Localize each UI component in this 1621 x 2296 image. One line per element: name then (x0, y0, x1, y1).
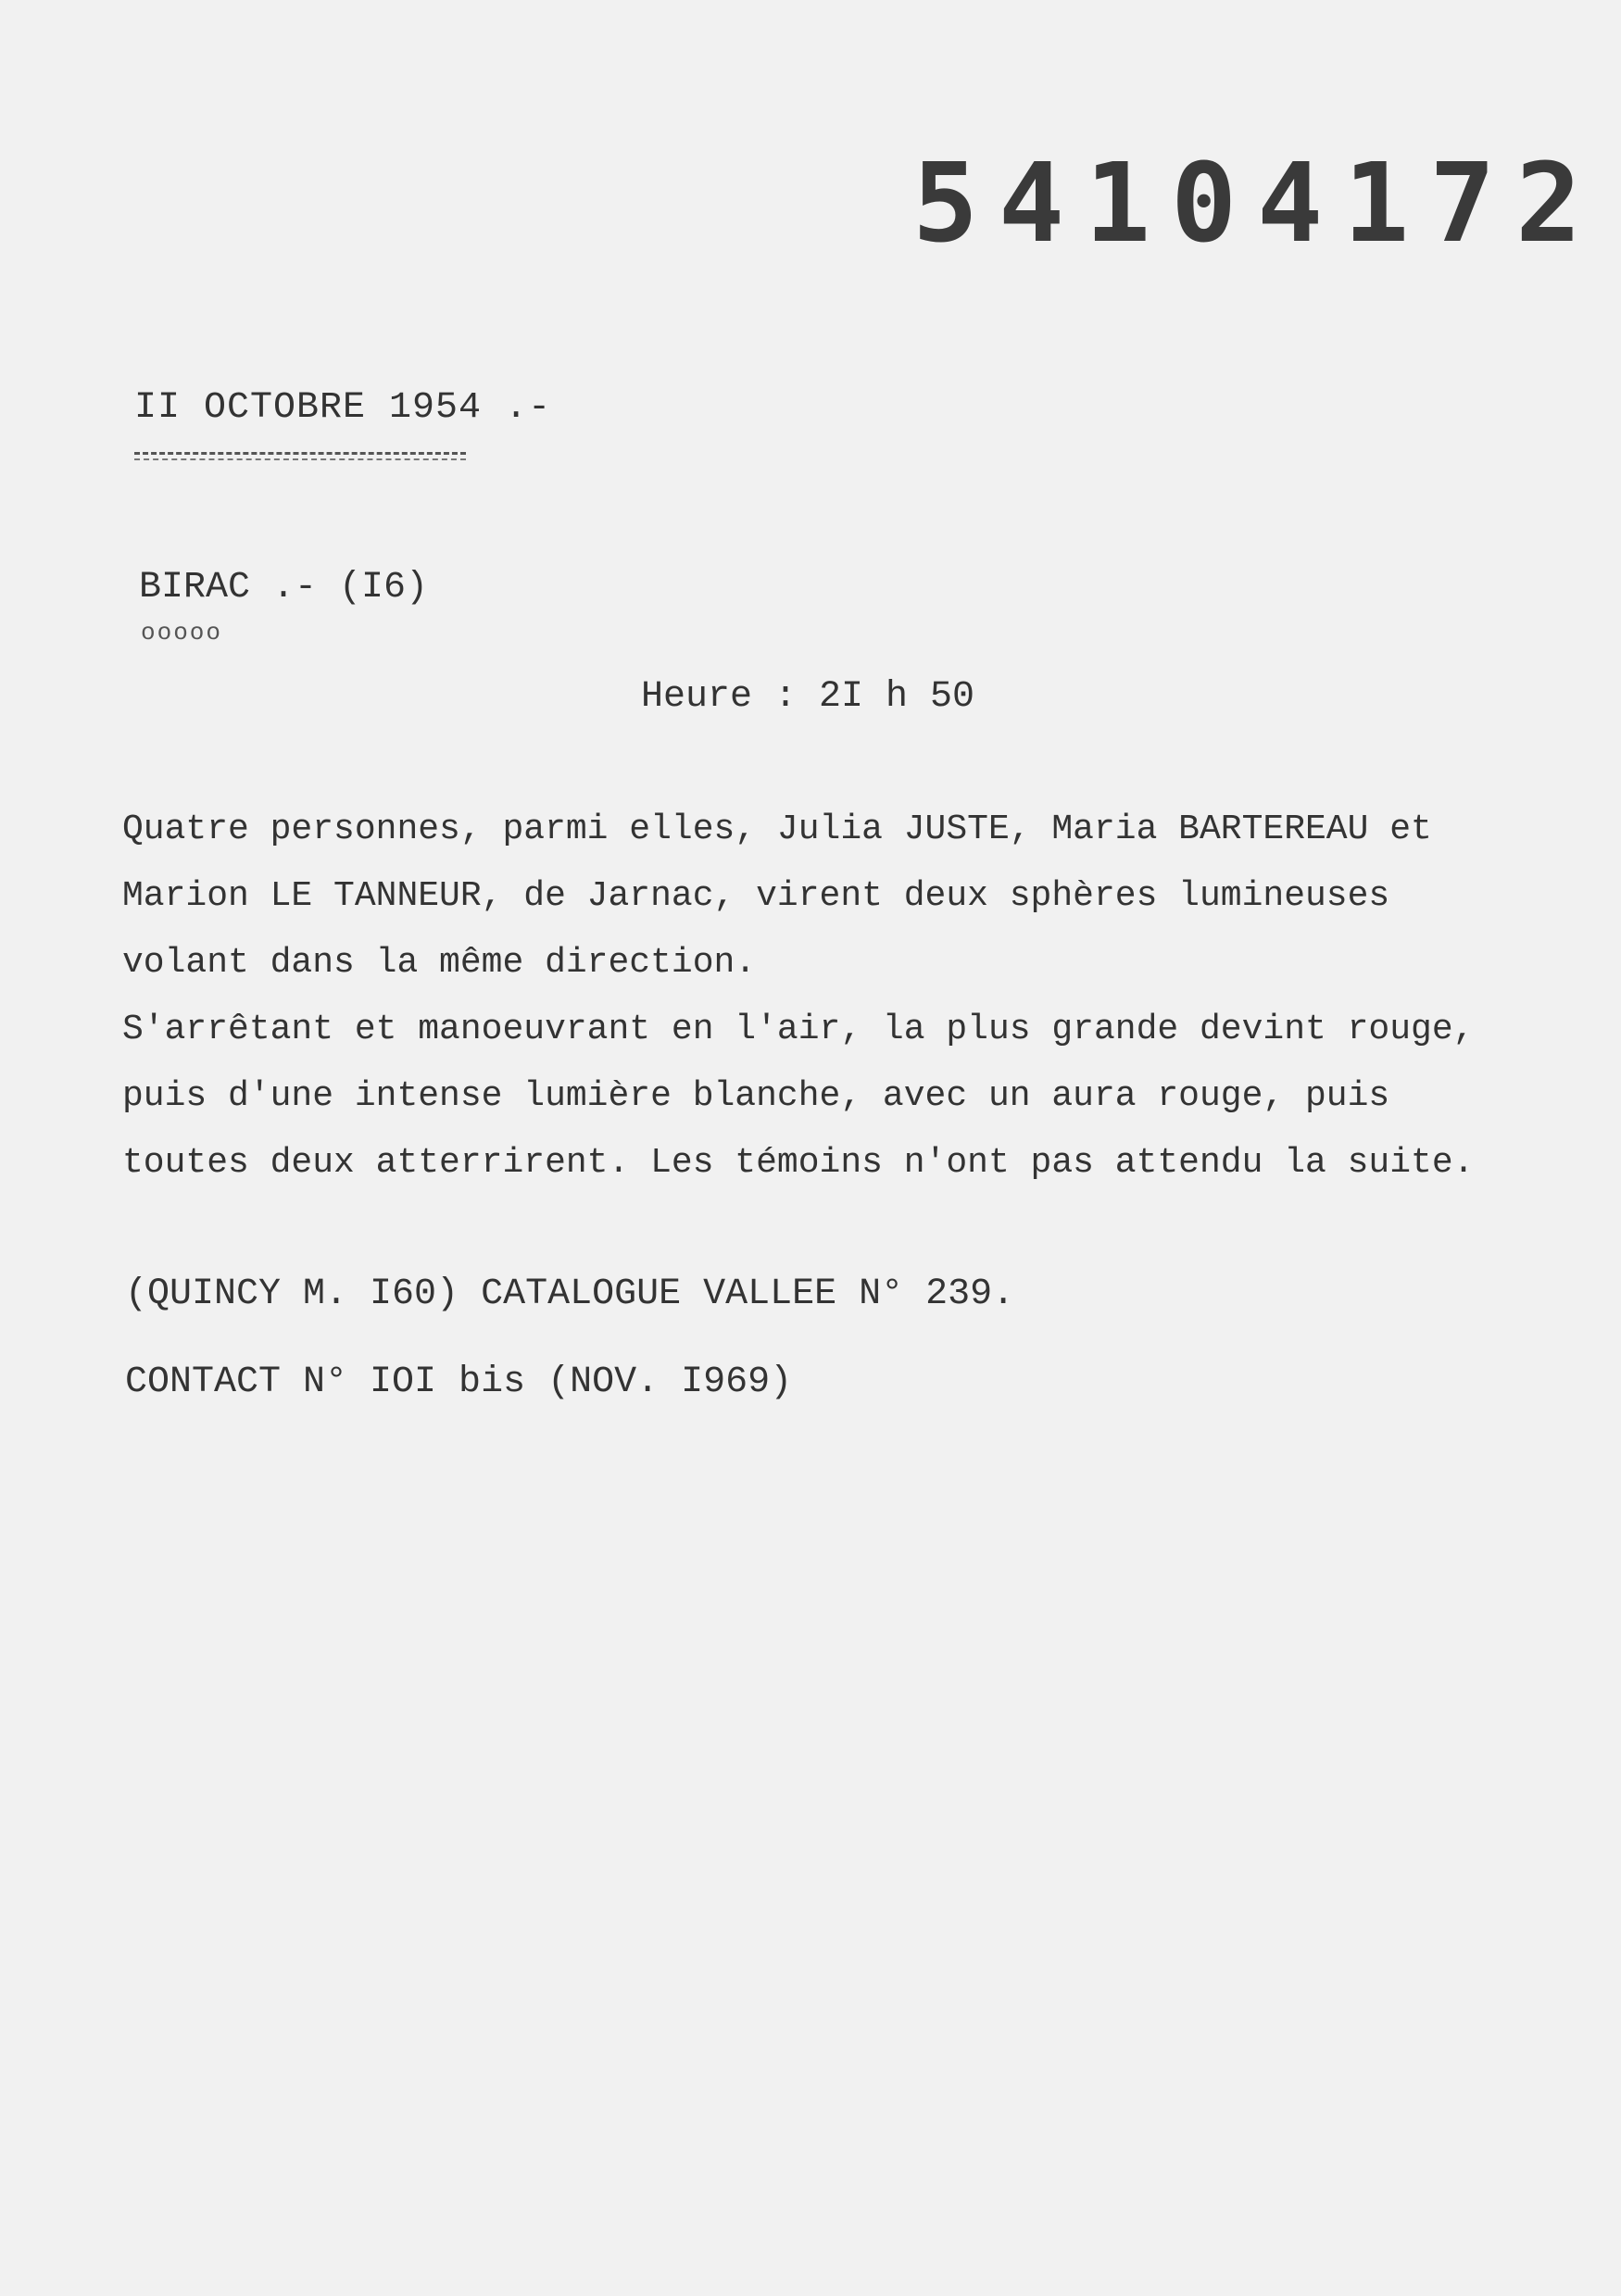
body-line: volant dans la même direction. (122, 943, 757, 983)
place-heading: BIRAC .- (I6) (139, 567, 429, 609)
body-line: toutes deux atterrirent. Les témoins n'ont pas attendu la suite. (122, 1143, 1475, 1183)
contact-reference: CONTACT N° IOI bis (NOV. I969) (125, 1361, 793, 1403)
body-line: S'arrêtant et manoeuvrant en l'air, la plus grande devint rouge, (122, 1010, 1475, 1049)
body-line: Marion LE TANNEUR, de Jarnac, virent deux sphères lumineuses (122, 876, 1390, 916)
catalogue-reference: (QUINCY M. I60) CATALOGUE VALLEE N° 239. (125, 1273, 1015, 1315)
reference-number: 54104172 (912, 139, 1602, 267)
date-underline (134, 452, 466, 455)
time-line: Heure : 2I h 50 (641, 676, 975, 718)
date-heading: II OCTOBRE 1954 .- (134, 387, 552, 429)
place-underline: ooooo (141, 619, 223, 646)
body-line: Quatre personnes, parmi elles, Julia JUSTE, Maria BARTEREAU et (122, 809, 1432, 849)
report-body (122, 797, 1530, 1197)
body-line: puis d'une intense lumière blanche, avec un aura rouge, puis (122, 1076, 1390, 1116)
date-underline-second (134, 458, 466, 460)
